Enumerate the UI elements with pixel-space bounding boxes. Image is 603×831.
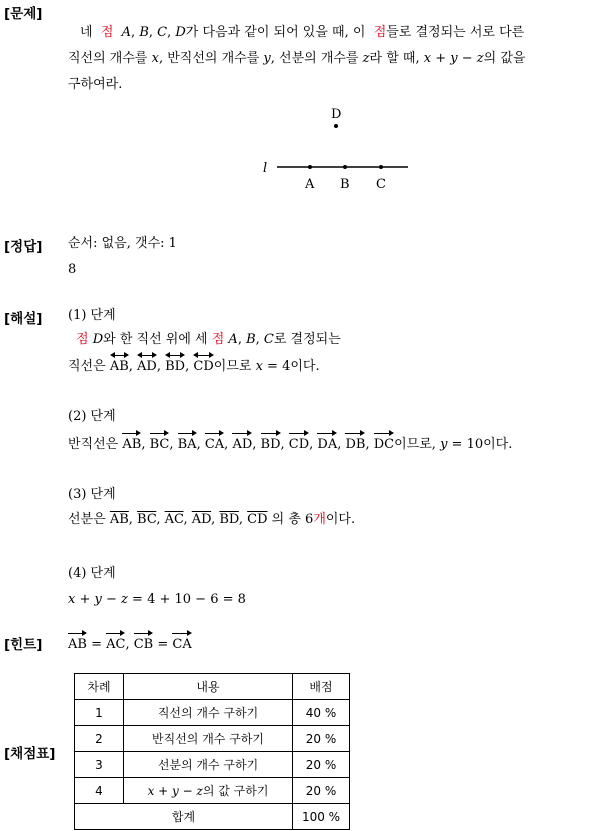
step-3-line-1: 선분은 $\overline{AB}$, $\overline{BC}$, $\overline{AC}$, $\overline{AD}$, $\overline{BD}$, $\overline{CD}$ 의 총 6개이다. — [68, 512, 356, 527]
table-row: 2 반직선의 개수 구하기 20 % — [75, 726, 350, 752]
step-2-title: (2) 단계 — [68, 409, 116, 424]
problem-line-2: 직선의 개수를 x, 반직선의 개수를 y, 선분의 개수를 z라 할 때, x + y − z의 값을 — [68, 51, 526, 66]
problem-label: [문제] — [4, 6, 43, 22]
answer-label: [정답] — [4, 239, 43, 255]
hint-label: [힌트] — [4, 637, 43, 653]
point-a-dot — [308, 165, 312, 169]
header-content: 내용 — [124, 674, 293, 700]
solution-label: [해설] — [4, 311, 43, 327]
step-1-line-1: 점 D와 한 직선 위에 세 점 A, B, C로 결정되는 — [76, 332, 341, 347]
point-d-dot — [334, 124, 338, 128]
total-label: 합계 — [75, 804, 293, 830]
point-b-label: B — [340, 177, 350, 192]
step-2-line-1: 반직선은 AB, BC, BA, CA, AD, BD, CD, DA, DB, DC이므로, y = 10이다. — [68, 430, 512, 454]
hint-line: AB = AC, CB = CA — [68, 630, 192, 654]
problem-line-1: 네 점 A, B, C, D가 다음과 같이 되어 있을 때, 이 점들로 결정되는 서로 다른 — [80, 25, 525, 40]
point-b-dot — [343, 165, 347, 169]
table-header-row — [75, 674, 350, 700]
header-order: 차례 — [75, 674, 124, 700]
table-total-row — [75, 804, 350, 830]
step-1-line-2: 직선은 AB, AD, BD, CD이므로 x = 4이다. — [68, 352, 320, 376]
point-a-label: A — [305, 177, 315, 192]
answer-line-1: 순서: 없음, 갯수: 1 — [68, 236, 177, 251]
step-3-title: (3) 단계 — [68, 487, 116, 502]
total-value: 100 % — [293, 804, 350, 830]
table-row: 4 x + y − z의 값 구하기 20 % — [75, 778, 350, 804]
step-1-title: (1) 단계 — [68, 308, 116, 323]
answer-line-2: 8 — [68, 262, 77, 277]
point-c-label: C — [376, 177, 386, 192]
table-row: 1 직선의 개수 구하기 40 % — [75, 700, 350, 726]
table-row: 3 선분의 개수 구하기 20 % — [75, 752, 350, 778]
grading-label: [채점표] — [4, 746, 56, 762]
header-score: 배점 — [293, 674, 350, 700]
grading-table — [74, 673, 350, 830]
point-d-label: D — [331, 107, 342, 122]
step-4-line-1: x + y − z = 4 + 10 − 6 = 8 — [68, 592, 246, 607]
point-c-dot — [379, 165, 383, 169]
problem-line-3: 구하여라. — [68, 77, 123, 92]
step-4-title: (4) 단계 — [68, 566, 116, 581]
line-l-label: l — [263, 161, 268, 176]
